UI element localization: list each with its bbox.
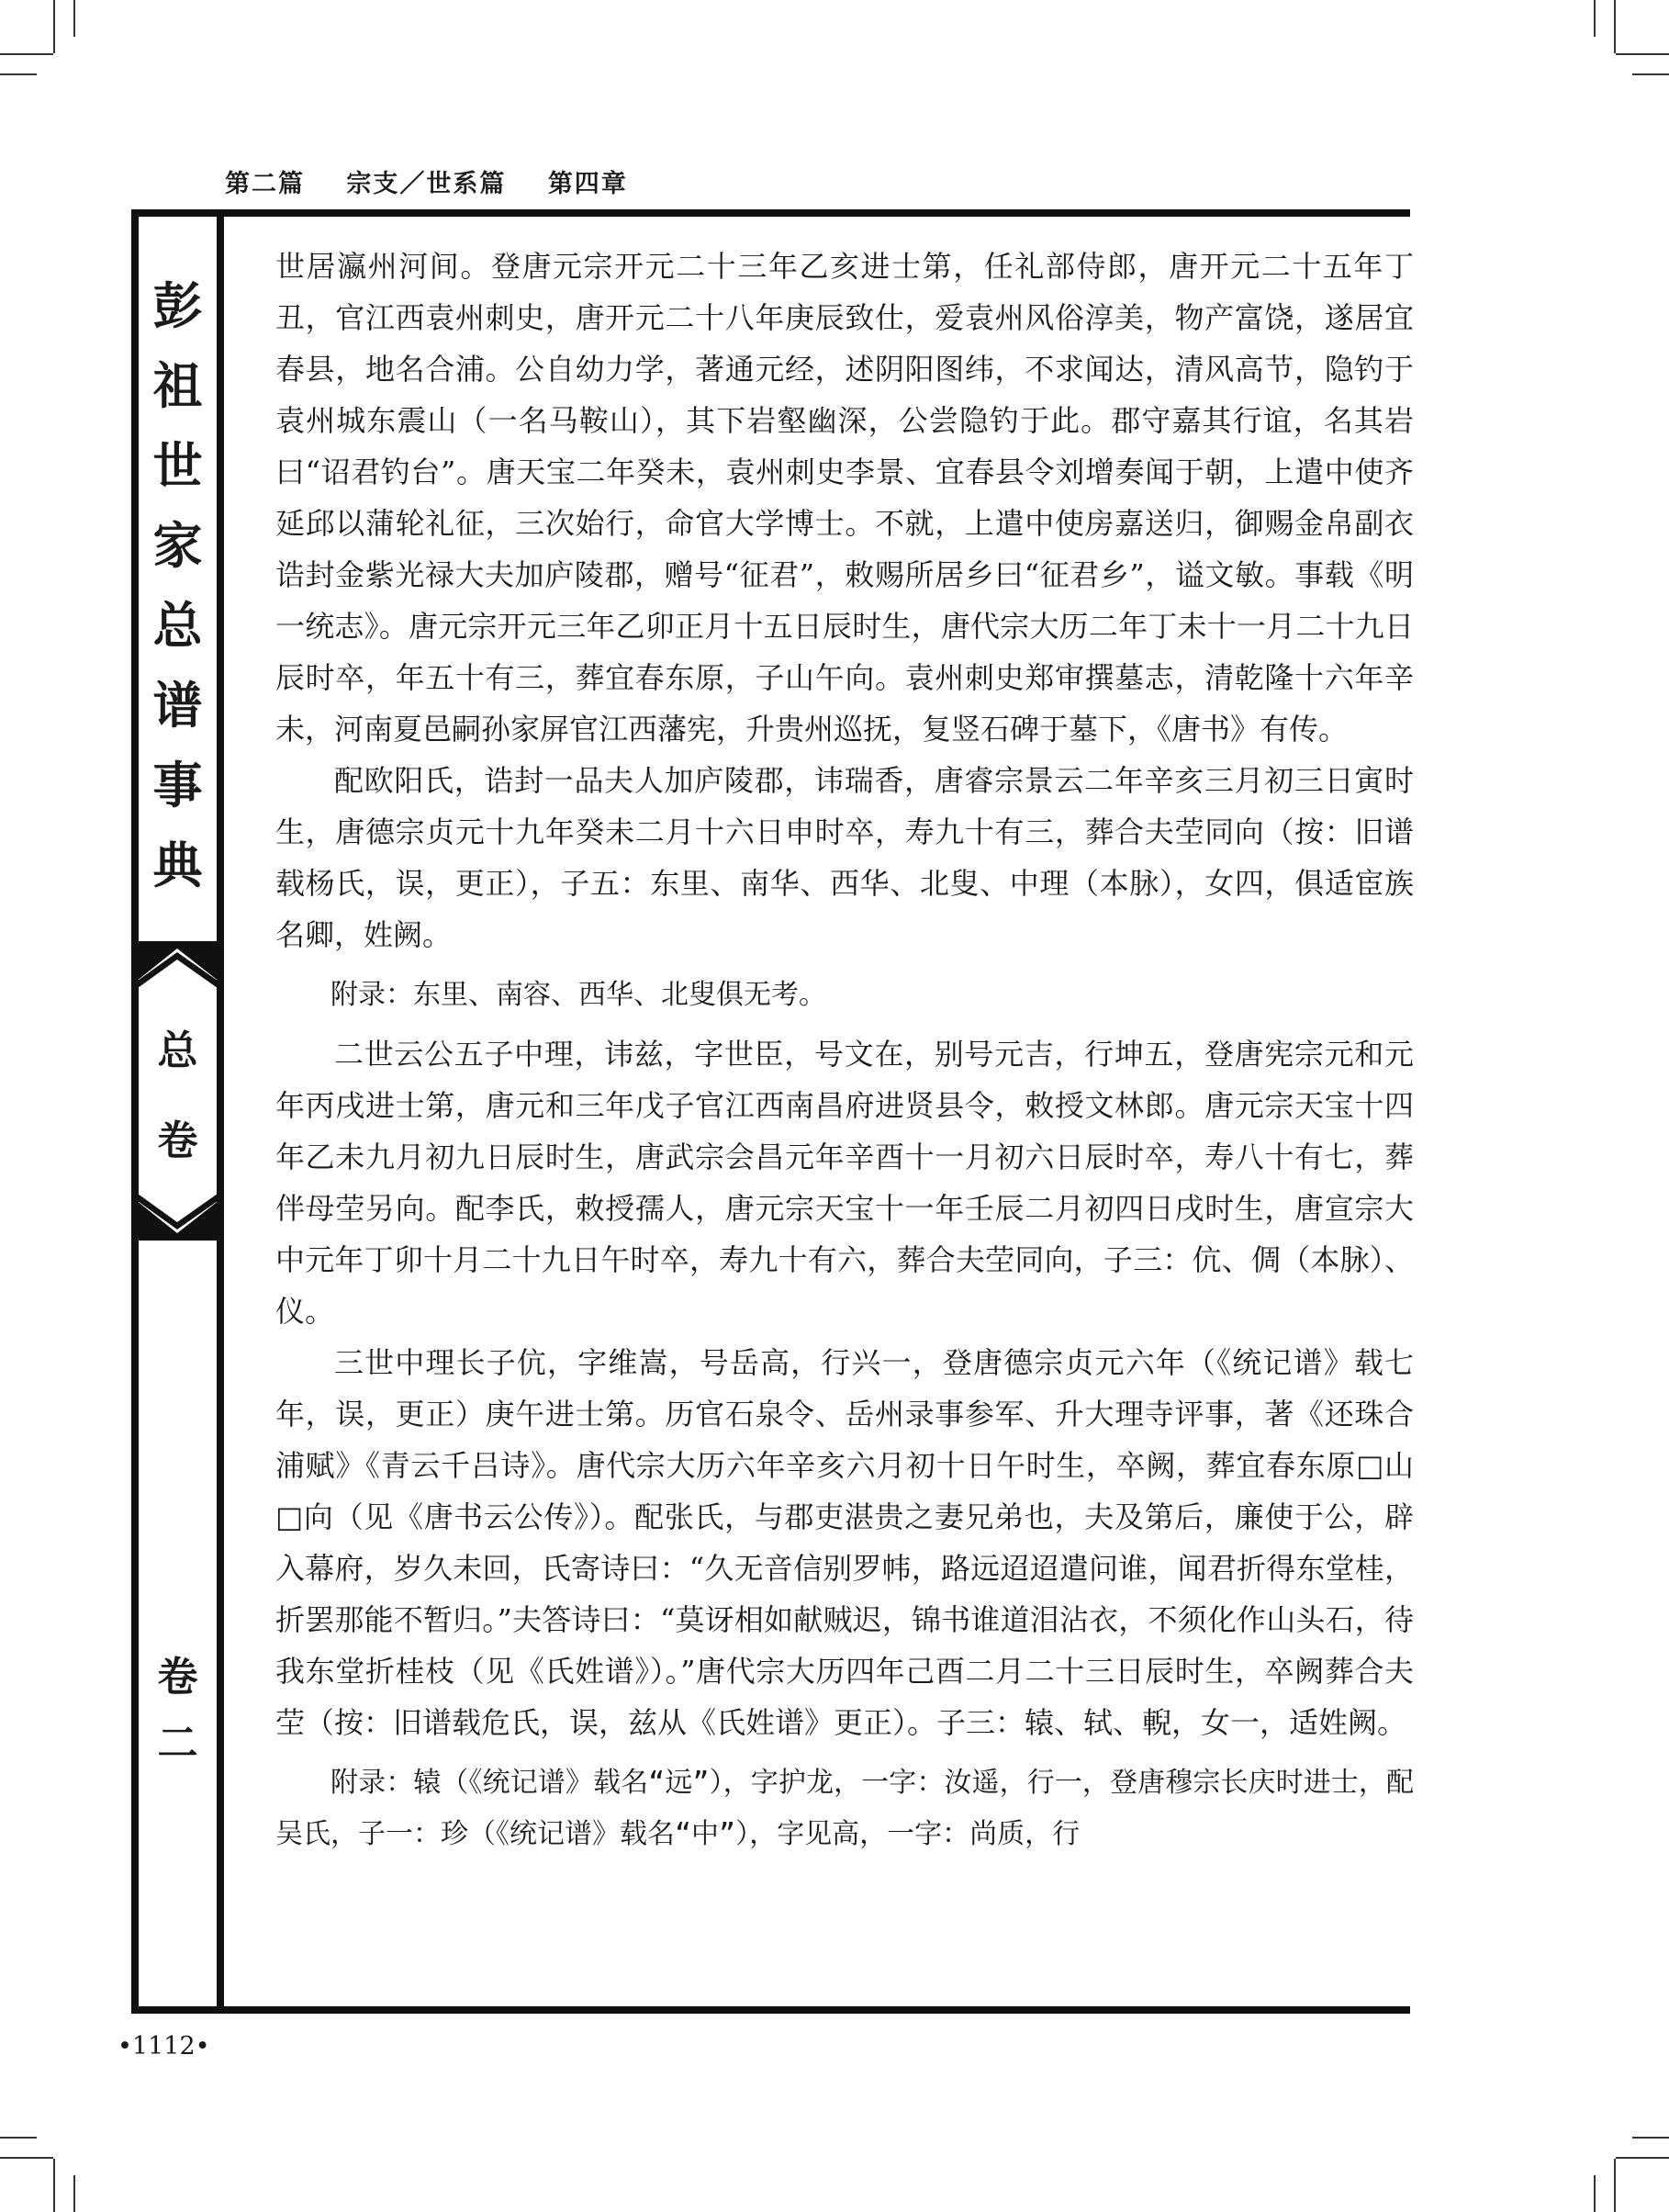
crop-mark xyxy=(1614,0,1616,53)
book-title-char: 彭 xyxy=(152,277,203,335)
paragraph: 三世中理长子伉，字维嵩，号岳高，行兴一，登唐德宗贞元六年（《统记谱》载七年，误，更正）庚午进士第。历官石泉令、岳州录事参军、升大理寺评事，著《还珠合浦赋》《青云千吕诗》。唐代宗大历六年辛亥六月初十日午时生，卒阙，葬宜春东原□山□向（见《唐书云公传》）。配张氏，与郡吏湛贵之妻兄弟也，夫及第后，廉使于公，辟入幕府，岁久未回，氏寄诗曰：“久无音信别罗帏，路远迢迢遣问谁，闻君折得东堂桂，折罢那能不暂归。”夫答诗曰：“莫讶相如献贼迟，锦书谁道泪沾衣，不须化作山头石，待我东堂折桂枝（见《氏姓谱》）。”唐代宗大历四年己酉二月二十三日辰时生，卒阙葬合夫茔（按：旧谱载危氏，误，兹从《氏姓谱》更正）。子三：辕、轼、輗，女一，适姓阙。 xyxy=(275,1345,1414,1740)
crop-mark xyxy=(53,2159,55,2212)
header-chapter: 第四章 xyxy=(547,170,628,198)
book-title-char: 典 xyxy=(152,837,203,894)
crop-mark xyxy=(1632,73,1669,75)
book-title-char: 谱 xyxy=(152,677,203,735)
crop-mark xyxy=(1594,2175,1596,2212)
appendix-note: 附录：辕（《统记谱》载名“远”），字护龙，一字：汝遥，行一，登唐穆宗长庆时进士，配吴氏，子一：珍（《统记谱》载名“中”），字见高，一字：尚质，行 xyxy=(275,1767,1414,1850)
crop-mark xyxy=(1616,2157,1669,2159)
crop-mark xyxy=(1614,2159,1616,2212)
crop-mark xyxy=(1594,0,1596,37)
paragraph: 二世云公五子中理，讳兹，字世臣，号文在，别号元吉，行坤五，登唐宪宗元和元年丙戌进士第，唐元和三年戊子官江西南昌府进贤县令，敕授文林郎。唐元宗天宝十四年乙未九月初九日辰时生，唐武宗会昌元年辛酉十一月初六日辰时卒，寿八十有七，葬伴母茔另向。配李氏，敕授孺人，唐元宗天宝十一年壬辰二月初四日戌时生，唐宣宗大中元年丁卯十月二十九日午时卒，寿九十有六，葬合夫茔同向，子三：伉、倜（本脉）、仪。 xyxy=(275,1037,1414,1329)
sidebar-divider xyxy=(131,941,224,949)
header-section: 宗支／世系篇 xyxy=(346,170,507,198)
crop-mark xyxy=(1616,53,1669,55)
volume-number-label-2: 二 xyxy=(157,1720,198,1767)
crop-mark xyxy=(73,0,75,37)
paragraph: 世居瀛州河间。登唐元宗开元二十三年乙亥进士第，任礼部侍郎，唐开元二十五年丁丑，官江西袁州刺史，唐开元二十八年庚辰致仕，爱袁州风俗淳美，物产富饶，遂居宜春县，地名合浦。公自幼力学，著通元经，述阴阳图纬，不求闻达，清风高节，隐钓于袁州城东震山（一名马鞍山），其下岩壑幽深，公尝隐钓于此。郡守嘉其行谊，名其岩曰“诏君钓台”。唐天宝二年癸未，袁州刺史李景、宜春县令刘增奏闻于朝，上遣中使齐延邱以蒲轮礼征，三次始行，命官大学博士。不就，上遣中使房嘉送归，御赐金帛副衣诰封金紫光禄大夫加庐陵郡，赠号“征君”，敕赐所居乡曰“征君乡”，谥文敏。事载《明一统志》。唐元宗开元三年乙卯正月十五日辰时生，唐代宗大历二年丁未十一月二十九日辰时卒，年五十有三，葬宜春东原，子山午向。袁州刺史郑审撰墓志，清乾隆十六年辛未，河南夏邑嗣孙家屏官江西藩宪，升贵州巡抚，复竖石碑于墓下，《唐书》有传。 xyxy=(275,249,1414,747)
volume-number-label-1: 卷 xyxy=(157,1654,198,1701)
page-number: •1112• xyxy=(118,2032,210,2060)
volume-general-label-2: 卷 xyxy=(157,1117,198,1164)
crop-mark xyxy=(0,2137,37,2139)
book-title-char: 事 xyxy=(152,757,203,814)
top-rule xyxy=(131,209,1410,217)
book-title-vertical xyxy=(131,266,224,905)
bottom-rule xyxy=(131,2006,1410,2014)
sidebar-divider xyxy=(131,1233,224,1241)
appendix-note: 附录：东里、南容、西华、北叟俱无考。 xyxy=(330,979,826,1011)
crop-mark xyxy=(53,0,55,53)
crop-mark xyxy=(0,53,53,55)
crop-mark xyxy=(0,73,37,75)
crop-mark xyxy=(1632,2137,1669,2139)
crop-mark xyxy=(0,2157,53,2159)
crop-mark xyxy=(73,2175,75,2212)
header-part: 第二篇 xyxy=(225,170,305,198)
book-title-char: 世 xyxy=(152,437,203,495)
volume-badge xyxy=(131,949,224,1233)
book-title-char: 家 xyxy=(152,517,203,575)
volume-general-label-1: 总 xyxy=(157,1027,198,1074)
book-title-char: 祖 xyxy=(152,357,203,415)
body-text xyxy=(275,241,1414,1868)
running-header xyxy=(225,163,659,200)
paragraph: 配欧阳氏，诰封一品夫人加庐陵郡，讳瑞香，唐睿宗景云二年辛亥三月初三日寅时生，唐德宗贞元十九年癸未二月十六日申时卒，寿九十有三，葬合夫茔同向（按：旧谱载杨氏，误，更正），子五：东里、南华、西华、北叟、中理（本脉），女四，俱适宦族名卿，姓阙。 xyxy=(275,763,1414,952)
book-title-char: 总 xyxy=(152,597,203,655)
